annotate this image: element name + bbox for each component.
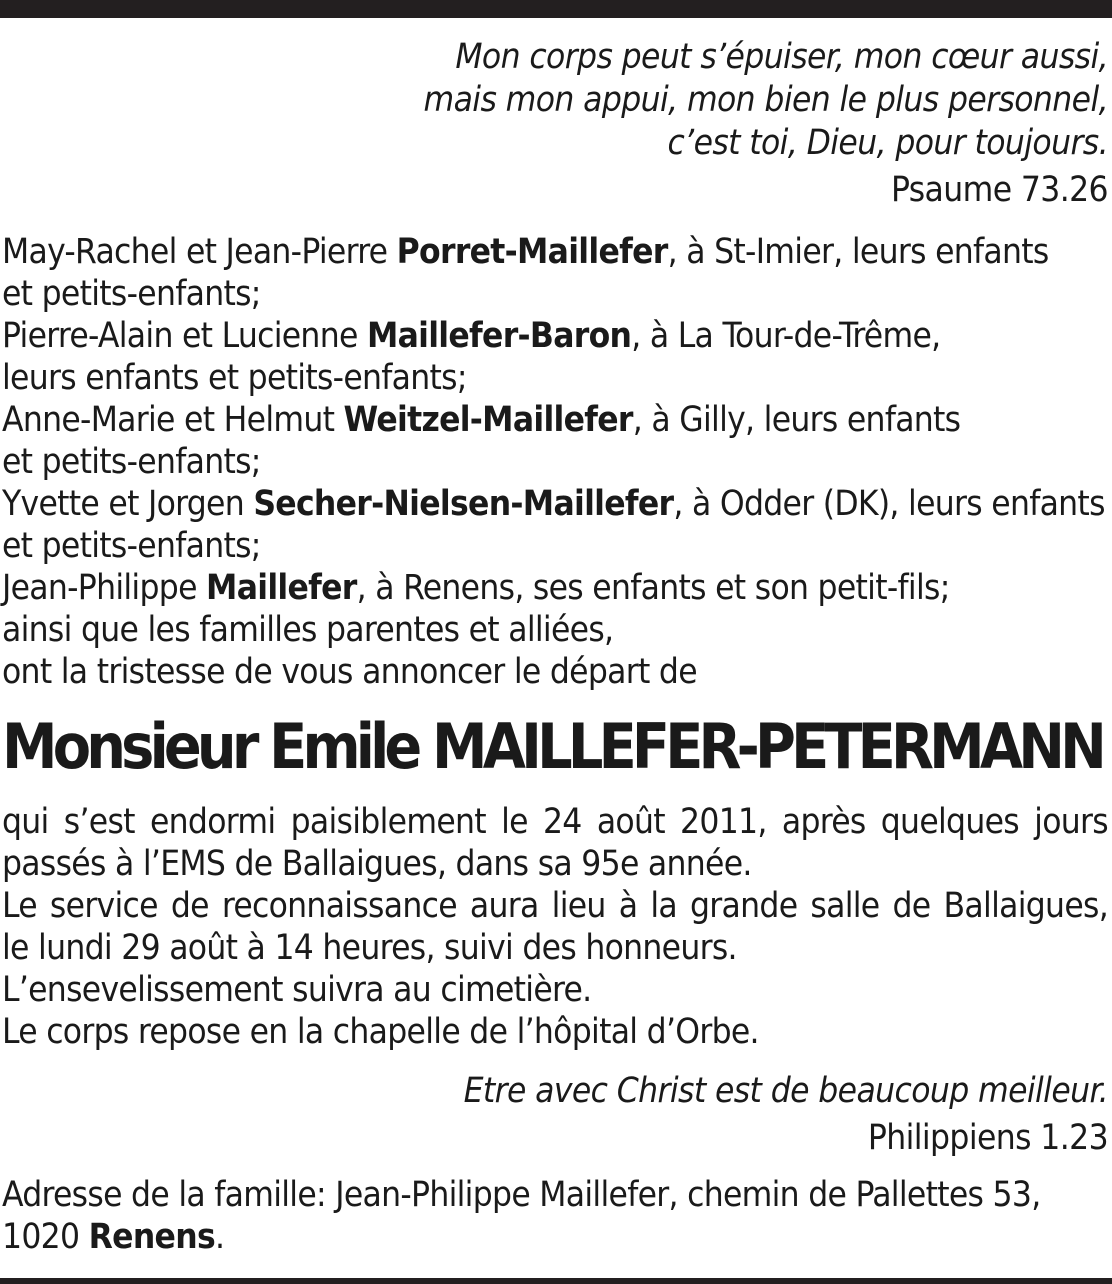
verse-reference: Psaume 73.26 [890, 170, 1108, 210]
family-text: , à Renens, ses enfants et son petit-fils; [356, 568, 950, 608]
family-surname: Maillefer-Baron [366, 316, 632, 356]
closing-verse-reference: Philippiens 1.23 [867, 1118, 1108, 1158]
family-surname: Secher-Nielsen-Maillefer [253, 484, 674, 524]
address-city: Renens [88, 1217, 215, 1257]
family-text: , à Odder (DK), leurs enfants [673, 484, 1105, 524]
family-text: Pierre-Alain et Lucienne [2, 316, 367, 356]
closing-verse: Etre avec Christ est de beaucoup meilleur. [463, 1071, 1108, 1111]
family-line: ainsi que les familles parentes et alliées, [2, 610, 614, 650]
family-surname: Weitzel-Maillefer [343, 400, 633, 440]
family-line [2, 315, 1108, 357]
deceased-name: Monsieur Emile MAILLEFER-PETERMANN [2, 710, 1102, 783]
family-text: Jean-Philippe [2, 568, 207, 608]
family-surname: Porret-Maillefer [396, 232, 668, 272]
verse-line: Mon corps peut s’épuiser, mon cœur aussi, [455, 37, 1108, 77]
family-text: Anne-Marie et Helmut [2, 400, 344, 440]
family-text: Yvette et Jorgen [2, 484, 254, 524]
announcement-line: Le service de reconnaissance aura lieu à la grande salle de Ballaigues, [2, 886, 1108, 926]
family-text: , à St-Imier, leurs enfants [667, 232, 1049, 272]
family-text: May-Rachel et Jean-Pierre [2, 232, 397, 272]
family-line [2, 399, 1108, 441]
address-line [2, 1216, 1108, 1258]
obituary-notice [2, 36, 1108, 1258]
verse-line: mais mon appui, mon bien le plus personnel, [423, 80, 1108, 120]
opening-verse [2, 36, 1108, 165]
verse-line: c’est toi, Dieu, pour toujours. [667, 123, 1108, 163]
announcement-line: Le corps repose en la chapelle de l’hôpital d’Orbe. [2, 1012, 759, 1052]
family-text: , à Gilly, leurs enfants [632, 400, 961, 440]
address-punctuation: . [215, 1217, 225, 1257]
family-line: et petits-enfants; [2, 442, 261, 482]
family-address [2, 1174, 1108, 1258]
address-line: Adresse de la famille: Jean-Philippe Maillefer, chemin de Pallettes 53, [2, 1175, 1041, 1215]
family-line [2, 483, 1108, 525]
family-line [2, 231, 1108, 273]
announcement-line: le lundi 29 août à 14 heures, suivi des honneurs. [2, 928, 737, 968]
family-line: et petits-enfants; [2, 274, 261, 314]
announcement-line: passés à l’EMS de Ballaigues, dans sa 95e année. [2, 844, 752, 884]
announcement-text [2, 801, 1108, 1053]
family-line: leurs enfants et petits-enfants; [2, 358, 467, 398]
address-postcode: 1020 [2, 1217, 89, 1257]
family-list [2, 231, 1108, 693]
top-rule [0, 0, 1112, 18]
family-line [2, 567, 1108, 609]
family-text: , à La Tour-de-Trême, [631, 316, 941, 356]
family-line: ont la tristesse de vous annoncer le départ de [2, 652, 697, 692]
family-line: et petits-enfants; [2, 526, 261, 566]
announcement-line: L’ensevelissement suivra au cimetière. [2, 970, 592, 1010]
family-surname: Maillefer [206, 568, 357, 608]
announcement-line: qui s’est endormi paisiblement le 24 août 2011, après quelques jours [2, 802, 1108, 842]
bottom-rule [0, 1278, 1112, 1284]
